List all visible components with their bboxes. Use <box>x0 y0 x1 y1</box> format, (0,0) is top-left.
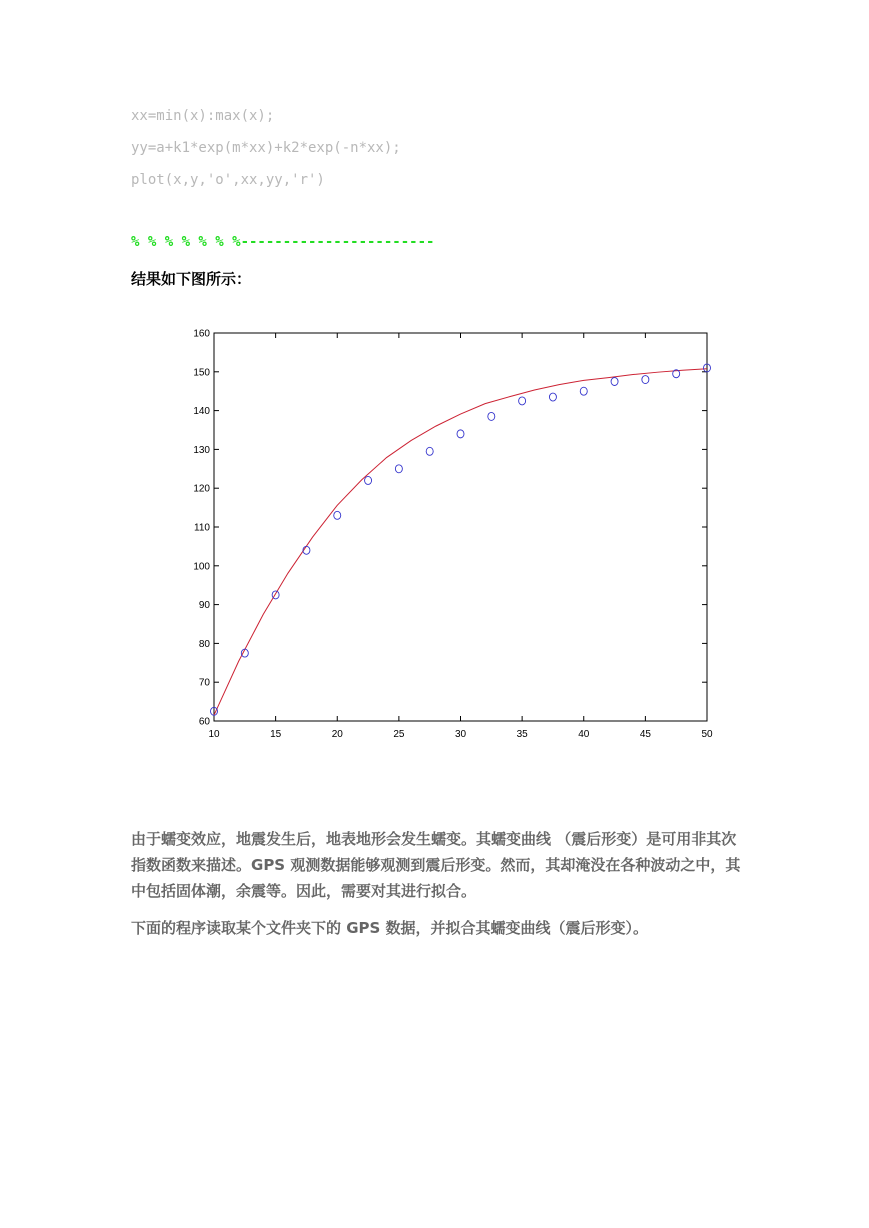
x-tick-label: 40 <box>578 729 590 740</box>
y-tick-label: 130 <box>193 444 210 456</box>
code-line-2: yy=a+k1*exp(m*xx)+k2*exp(-n*xx); <box>131 140 401 156</box>
x-tick-label: 15 <box>270 729 282 740</box>
y-tick-label: 160 <box>193 328 210 340</box>
code-line-3: plot(x,y,'o',xx,yy,'r') <box>131 172 325 188</box>
y-tick-label: 100 <box>193 561 210 573</box>
y-tick-label: 120 <box>193 483 210 495</box>
y-tick-label: 90 <box>198 600 210 612</box>
code-line-1: xx=min(x):max(x); <box>131 108 275 124</box>
paragraph-program-description: 下面的程序读取某个文件夹下的 GPS 数据，并拟合其蠕变曲线（震后形变）。 <box>131 919 649 937</box>
comment-separator: % % % % % % %----------------------- <box>131 234 435 250</box>
y-tick-label: 60 <box>198 716 210 728</box>
x-tick-label: 10 <box>208 729 220 740</box>
y-tick-label: 150 <box>193 367 210 379</box>
x-tick-label: 30 <box>454 729 467 740</box>
plot-frame <box>214 333 707 721</box>
x-tick-label: 25 <box>393 729 405 740</box>
y-tick-label: 70 <box>198 677 210 689</box>
y-tick-label: 140 <box>193 406 210 418</box>
result-heading: 结果如下图所示： <box>131 270 252 288</box>
x-tick-label: 20 <box>331 729 343 740</box>
paragraph-creep-description: 由于蠕变效应，地震发生后，地表地形会发生蠕变。其蠕变曲线 （震后形变）是可用非其次指数函数来描述。GPS 观测数据能够观测到震后形变。然而，其却淹没在各种波动之中，其中包括固体潮，余震等。因此，需要对其进行拟合。 <box>131 830 741 900</box>
x-tick-label: 45 <box>639 729 651 740</box>
y-tick-label: 110 <box>194 522 210 534</box>
x-tick-label: 50 <box>701 729 713 740</box>
x-tick-label: 35 <box>516 729 528 740</box>
y-tick-label: 80 <box>198 638 210 650</box>
